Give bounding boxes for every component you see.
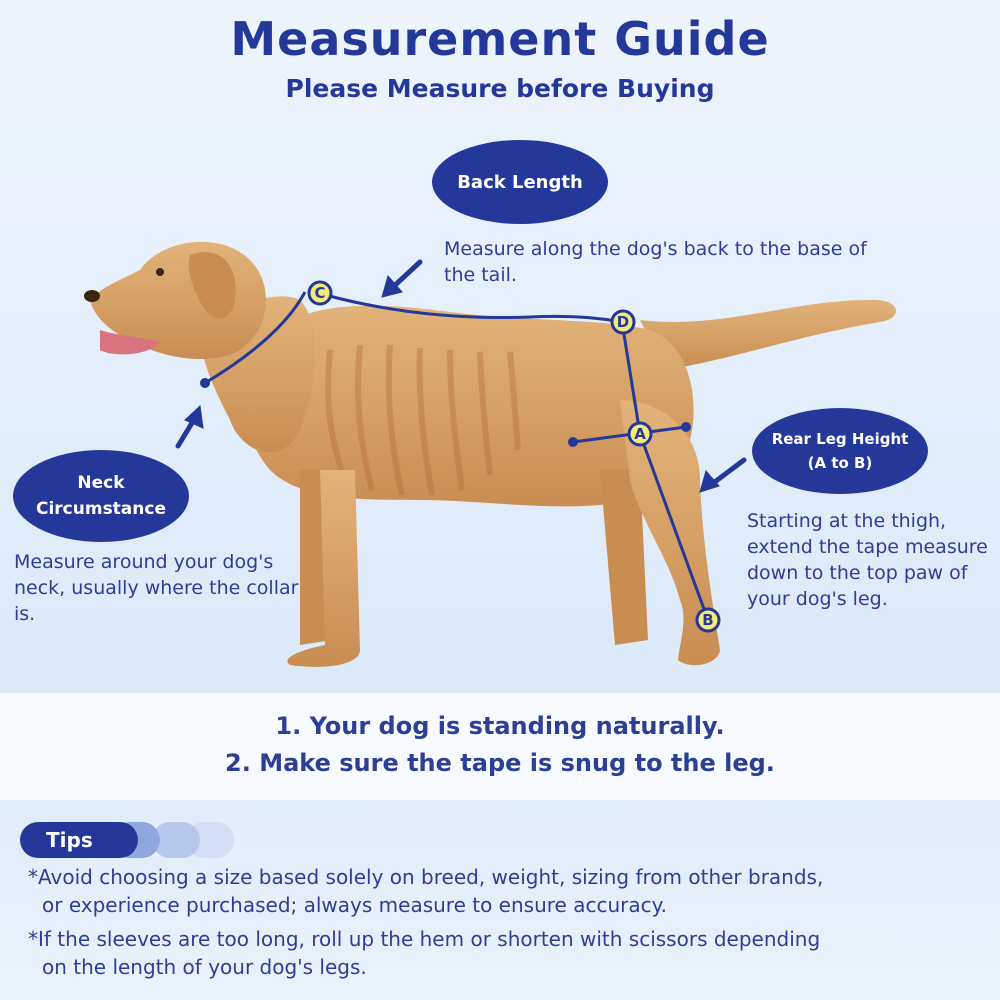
thigh-left-dot [568, 437, 578, 447]
step-2: 2. Make sure the tape is snug to the leg. [225, 749, 775, 777]
neck-description: Measure around your dog's neck, usually where the collar is. [14, 551, 299, 625]
back-length-badge [432, 140, 608, 224]
neck-badge [13, 450, 189, 542]
tip-2-line1: *If the sleeves are too long, roll up the hem or shorten with scissors depending [28, 927, 821, 951]
tip-1 [28, 863, 988, 919]
point-d-label: D [616, 313, 630, 331]
page-subtitle: Please Measure before Buying [285, 74, 715, 103]
tip-2 [28, 925, 988, 981]
tips-label: Tips [20, 822, 138, 858]
neck-label-line2: Circumstance [35, 499, 166, 519]
tip-1-line1: *Avoid choosing a size based solely on breed, weight, sizing from other brands, [28, 865, 824, 889]
rear-leg-description: Starting at the thigh, extend the tape measure down to the top paw of your dog's leg. [747, 510, 988, 610]
dog-eye [156, 268, 164, 276]
rear-label-line2: (A to B) [807, 454, 873, 472]
neck-end-dot [200, 378, 210, 388]
point-c-label: C [314, 284, 326, 302]
rear-leg-badge [752, 408, 928, 494]
point-b-label: B [702, 611, 714, 629]
back-length-description: Measure along the dog's back to the base of the tail. [444, 238, 867, 286]
back-length-label: Back Length [457, 171, 583, 193]
rear-arrow [712, 460, 744, 484]
step-1: 1. Your dog is standing naturally. [275, 712, 725, 740]
page-title: Measurement Guide [230, 12, 770, 66]
point-a-label: A [634, 425, 646, 443]
dog-nose [84, 290, 100, 302]
thigh-right-dot [681, 422, 691, 432]
steps-panel [0, 693, 1000, 800]
back-arrow [392, 262, 420, 288]
tips-header [20, 822, 240, 858]
tip-1-line2: or experience purchased; always measure to ensure accuracy. [42, 893, 667, 917]
rear-label-line1: Rear Leg Height [771, 430, 909, 448]
tip-2-line2: on the length of your dog's legs. [42, 955, 367, 979]
neck-label-line1: Neck [77, 473, 125, 493]
